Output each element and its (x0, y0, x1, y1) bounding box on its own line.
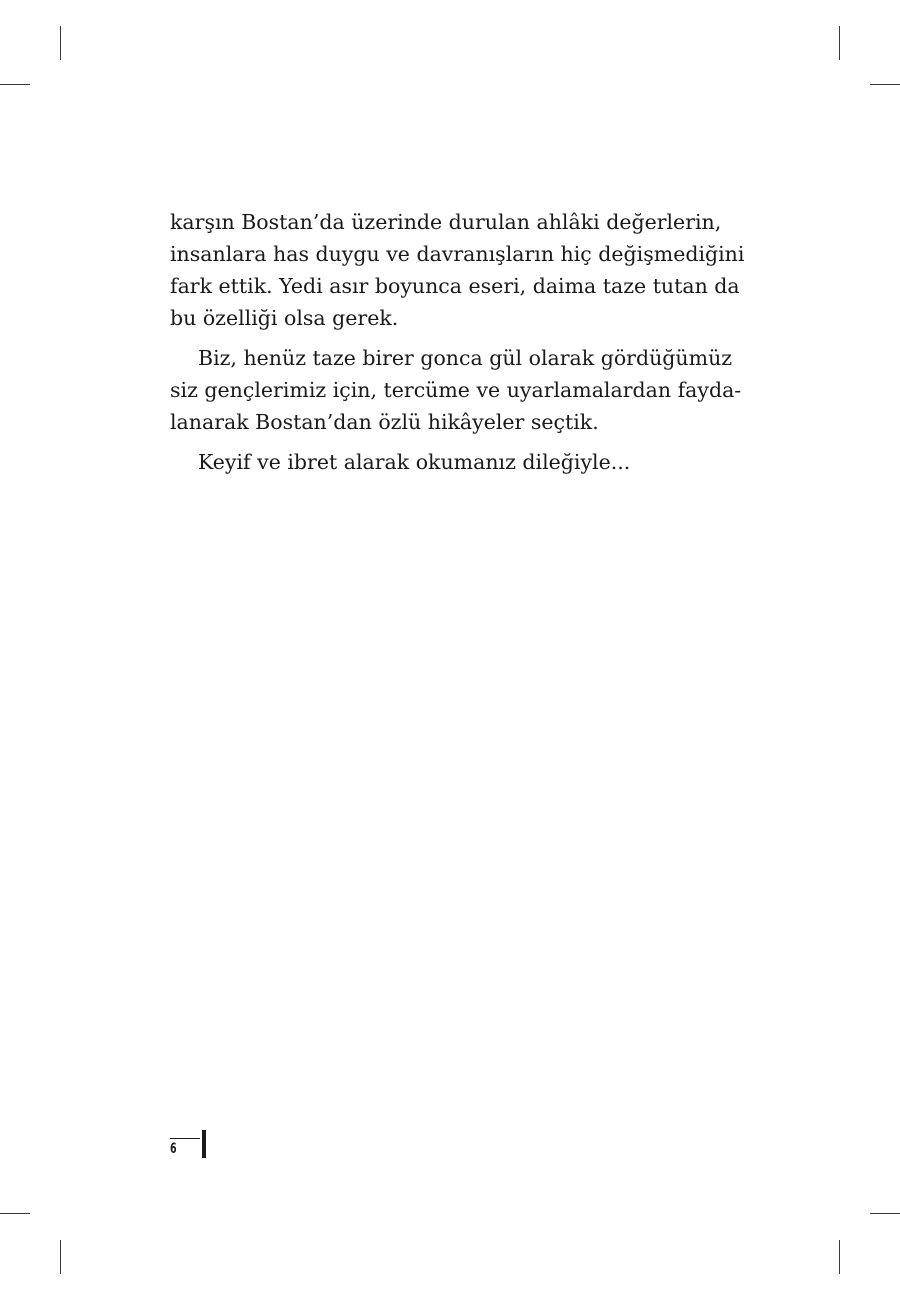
text-line: lanarak Bostan’dan özlü hikâyeler seçtik. (170, 410, 599, 434)
page-number: 6 (170, 1141, 177, 1157)
text-line: karşın Bostan’da üzerinde durulan ahlâki değerlerin, (170, 210, 722, 234)
folio-rule (170, 1138, 200, 1139)
crop-mark-bottom-left-vertical (60, 1240, 61, 1274)
text-line: Keyif ve ibret alarak okumanız dileğiyle... (198, 450, 631, 474)
page-number-block (170, 1130, 210, 1162)
crop-mark-top-left-vertical (60, 26, 61, 60)
paragraph-3 (170, 446, 720, 478)
crop-mark-bottom-left-horizontal (0, 1213, 30, 1214)
paragraph-1 (170, 206, 745, 334)
text-line: fark ettik. Yedi asır boyunca eseri, daima taze tutan da (170, 274, 740, 298)
crop-mark-top-right-vertical (839, 26, 840, 60)
text-line: siz gençlerimiz için, tercüme ve uyarlamalardan fayda- (170, 378, 742, 402)
crop-mark-bottom-right-vertical (839, 1240, 840, 1274)
crop-mark-bottom-right-horizontal (870, 1213, 900, 1214)
crop-mark-top-left-horizontal (0, 84, 30, 85)
text-line: insanlara has duygu ve davranışların hiç değişmediğini (170, 242, 745, 266)
paragraph-2 (170, 342, 742, 438)
body-text (170, 206, 745, 486)
crop-mark-top-right-horizontal (870, 84, 900, 85)
text-line: Biz, henüz taze birer gonca gül olarak gördüğümüz (198, 346, 733, 370)
text-line: bu özelliği olsa gerek. (170, 306, 399, 330)
folio-bar (202, 1130, 206, 1158)
